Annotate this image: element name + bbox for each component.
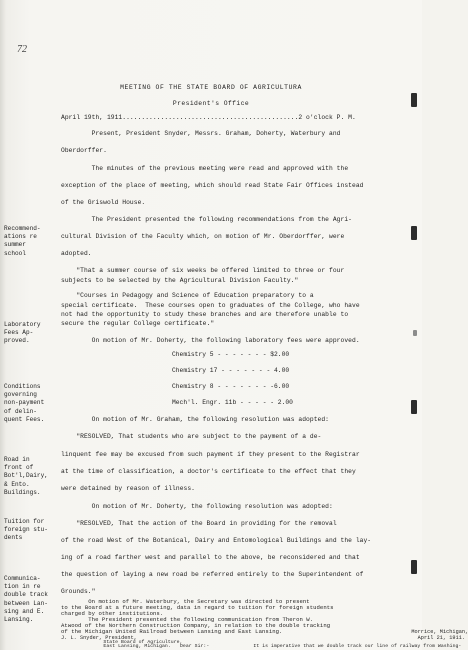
body-line: of the Michigan United Railroad between Lansing and East Lansing.	[61, 628, 283, 635]
body-line: Present, President Snyder, Messrs. Graham, Doherty, Waterbury and	[61, 130, 341, 137]
page-subtitle: President's Office	[172, 100, 250, 107]
fee-row: Chemistry 5 - - - - - - - $2.00	[172, 351, 290, 358]
fee-row: Mech'l. Engr. 11b - - - - - 2.00	[172, 399, 293, 406]
fee-row: Chemistry 8 - - - - - - - -6.00	[172, 383, 290, 390]
index-tab	[411, 560, 417, 574]
body-line: On motion of Mr. Doherty, the following resolution was adopted:	[61, 503, 333, 510]
margin-note-delinquent-fees: Conditions governing non-payment of delin- quent Fees.	[4, 383, 45, 423]
body-line: of the Griswold House.	[61, 199, 146, 206]
margin-note-summer-school: Recommend- ations re summer school	[4, 225, 41, 257]
margin-note-tuition: Tuition for foreign stu- dents	[4, 518, 48, 542]
body-line: It is imperative that we double track our line of railway from Washing-	[230, 644, 462, 649]
body-line: not had the opportunity to study these branches and are therefore unable to	[61, 311, 349, 318]
page-number: 72	[17, 44, 27, 55]
margin-note-communication: Communica- tion in re double track between Lan- sing and E. Lansing.	[4, 575, 48, 624]
body-line: April 19th, 1911..............................................2 o'clock P. M.	[61, 114, 356, 121]
body-line: Atwood of the Northern Construction Company, in relation to the double tracking	[61, 622, 331, 629]
body-line: The President presented the following recommendations from the Agri-	[61, 216, 352, 223]
letter-date: April 21, 1911.	[250, 635, 466, 641]
body-line: exception of the place of meeting, which should read State Fair Offices instead	[61, 182, 364, 189]
index-tab	[411, 93, 417, 107]
letter-addressee: J. L. Snyder, President,	[61, 635, 137, 641]
body-line: special certificate. These courses open to graduates of the College, who have	[61, 302, 360, 309]
body-line: the question of laying a new road be referred entirely to the Superintendent of	[61, 571, 364, 578]
body-line: secure the regular College certificate."	[61, 320, 215, 327]
page-title: MEETING OF THE STATE BOARD OF AGRICULTURA	[120, 84, 302, 91]
body-line: subjects to be selected by the Agricultural Division Faculty."	[61, 277, 299, 284]
body-line: charged by other institutions.	[61, 610, 164, 617]
letter-place: Morrice, Michigan,	[250, 629, 468, 635]
body-line: of the road West of the Botanical, Dairy and Entomological Buildings and the lay-	[61, 537, 372, 544]
body-line: to the Board at a future meeting, data in regard to tuition for foreign students	[61, 604, 334, 611]
body-line: "That a summer course of six weeks be offered limited to three or four	[61, 267, 345, 274]
fee-row: Chemistry 17 - - - - - - - 4.00	[172, 367, 290, 374]
body-line: "RESOLVED, That students who are subject to the payment of a de-	[61, 433, 322, 440]
body-line: at the time of classification, a doctor's certificate to the effect that they	[61, 468, 356, 475]
letter-addressee-line: East Lansing, Michigan.	[80, 644, 171, 649]
salutation: Dear Sir:-	[180, 644, 210, 649]
letter-addressee-line: State Board of Agriculture,	[80, 640, 183, 645]
margin-note-laboratory-fees: Laboratory Fees Ap- proved.	[4, 321, 41, 345]
body-line: The minutes of the previous meeting were read and approved with the	[61, 165, 349, 172]
body-line: ing of a road farther west and parallel to the above, be reconsidered and that	[61, 554, 360, 561]
body-line: On motion of Mr. Waterbury, the Secretary was directed to present	[61, 598, 310, 605]
body-line: "RESOLVED, That the action of the Board in providing for the removal	[61, 520, 337, 527]
body-line: On motion of Mr. Doherty, the following laboratory fees were approved.	[61, 337, 360, 344]
index-tab	[411, 400, 417, 414]
body-line: cultural Division of the Faculty which, on motion of Mr. Oberdorffer, were	[61, 233, 345, 240]
body-line: The President presented the following communication from Theron W.	[61, 616, 314, 623]
body-line: were detained by reason of illness.	[61, 485, 196, 492]
body-line: Grounds."	[61, 588, 96, 595]
body-line: adopted.	[61, 250, 92, 257]
body-line: linquent fee may be excused from such payment if they present to the Registrar	[61, 451, 360, 458]
body-line: Oberdorffer.	[61, 147, 107, 154]
index-tab	[411, 226, 417, 240]
index-tab	[413, 330, 417, 336]
margin-note-road: Road in front of Bot'l,Dairy, & Ento. Buildings.	[4, 456, 48, 496]
body-line: On motion of Mr. Graham, the following resolution was adopted:	[61, 416, 330, 423]
body-line: "Courses in Pedagogy and Science of Education preparatory to a	[61, 292, 314, 299]
